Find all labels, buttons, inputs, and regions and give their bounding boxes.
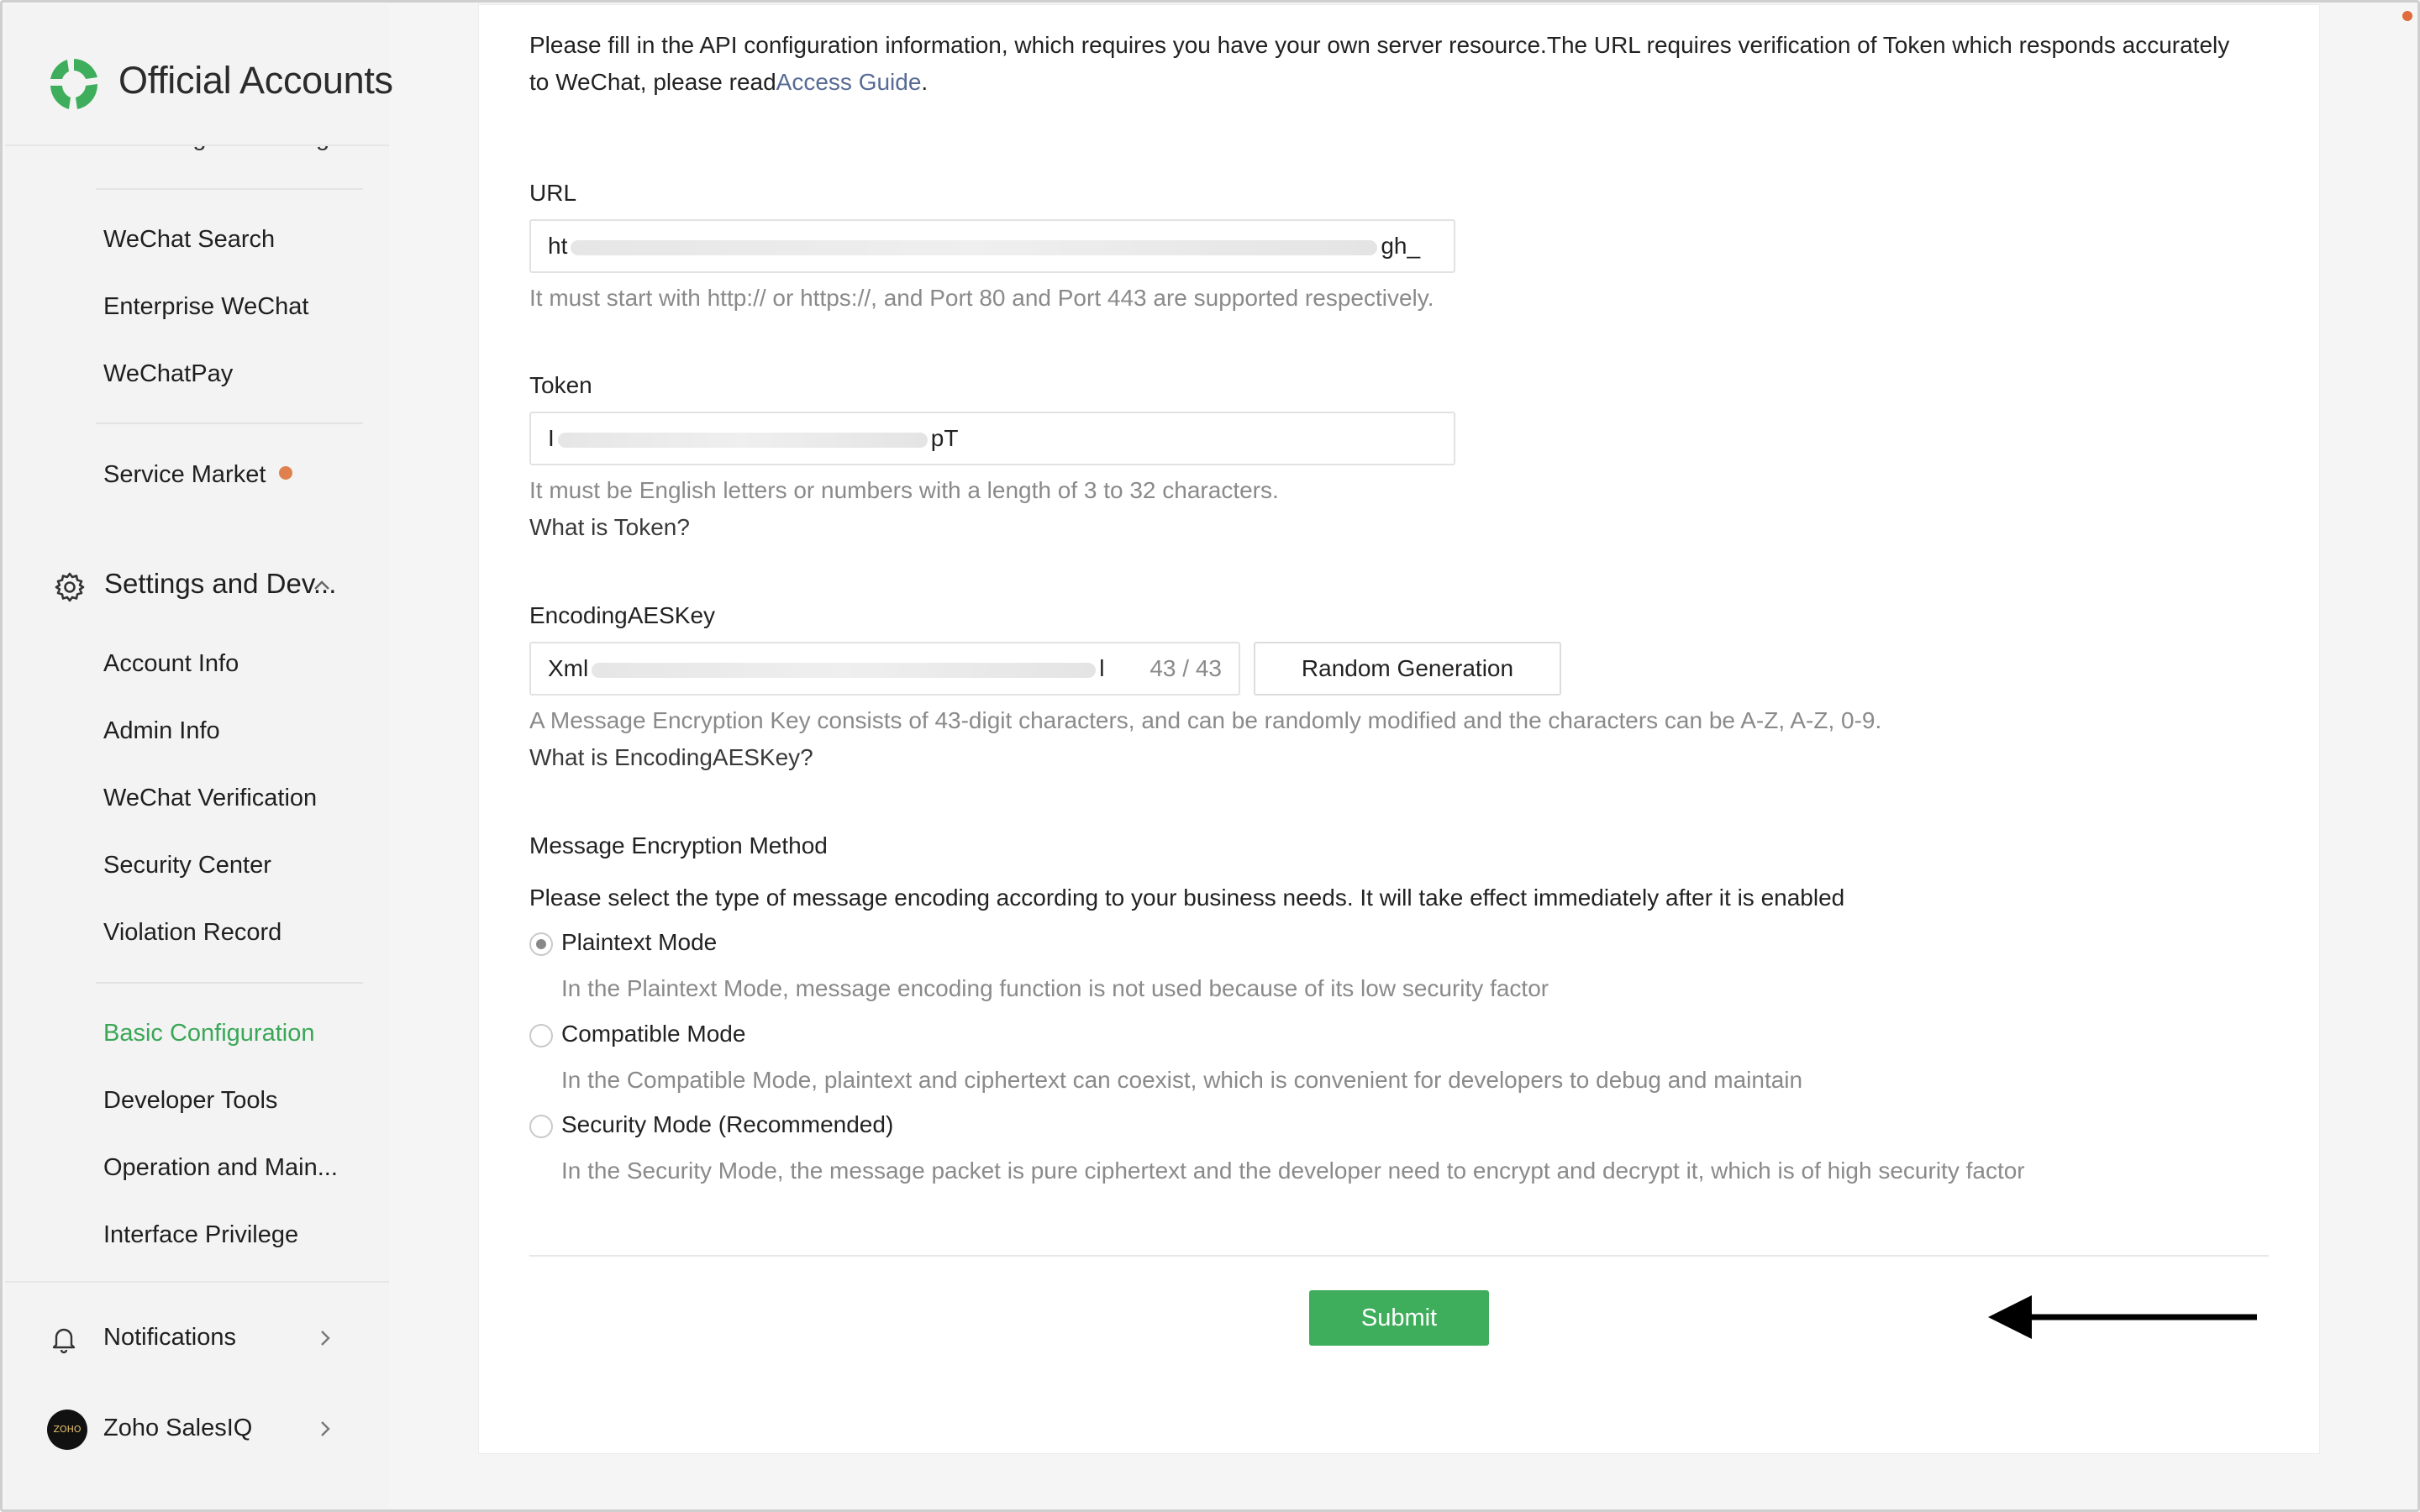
random-generation-button[interactable]: Random Generation (1254, 642, 1561, 696)
intro-end: . (921, 69, 929, 95)
token-label: Token (529, 372, 592, 398)
annotation-arrow-icon (1988, 1292, 2262, 1342)
sidebar-item-label: Service Market (103, 461, 266, 488)
aes-input[interactable] (529, 642, 1240, 696)
token-hint: It must be English letters or numbers with a length of 3 to 32 characters. (529, 477, 1279, 503)
config-card (479, 5, 2319, 1453)
sidebar-item-notifications[interactable] (47, 1315, 350, 1362)
sidebar-item-service-market[interactable] (103, 458, 292, 491)
url-value-end: gh_ (1381, 233, 1421, 259)
sidebar-item-account-info[interactable]: Account Info (103, 650, 239, 677)
redacted-value (592, 663, 1096, 678)
sidebar-item-enterprise-wechat[interactable]: Enterprise WeChat (103, 293, 309, 320)
aes-label: EncodingAESKey (529, 602, 716, 628)
sidebar-divider (96, 982, 363, 984)
bell-icon (47, 1322, 81, 1356)
radio-button[interactable] (529, 1115, 553, 1138)
brand-title: Official Accounts (118, 59, 393, 102)
gear-icon (54, 571, 86, 603)
plaintext-mode-desc: In the Plaintext Mode, message encoding function is not used because of its low security factor (561, 975, 1549, 1001)
aes-value-end: l (1099, 655, 1105, 681)
radio-label: Security Mode (Recommended) (561, 1111, 894, 1137)
sidebar-item-wechat-search[interactable]: WeChat Search (103, 226, 276, 253)
encryption-desc: Please select the type of message encoding according to your business needs. It will take effect immediately after it is enabled (529, 885, 1845, 911)
chevron-up-icon (311, 575, 333, 596)
sidebar-item-interface-privilege[interactable]: Interface Privilege (103, 1221, 299, 1248)
form-divider (529, 1255, 2269, 1257)
url-label: URL (529, 180, 577, 206)
brand-header (5, 5, 393, 146)
compatible-mode-desc: In the Compatible Mode, plaintext and ciphertext can coexist, which is convenient for developers to debug and maintain (561, 1067, 1803, 1093)
token-value-start: I (548, 425, 555, 451)
submit-button[interactable]: Submit (1309, 1290, 1489, 1346)
security-mode-desc: In the Security Mode, the message packet is pure ciphertext and the developer need to encrypt and decrypt it, which is of high security factor (561, 1158, 2025, 1184)
sidebar-item-wechatpay[interactable]: WeChatPay (103, 360, 234, 387)
radio-button-checked[interactable] (529, 932, 553, 956)
sidebar-item-account[interactable] (47, 1406, 350, 1453)
aes-value-start: Xml (548, 655, 589, 681)
encryption-title: Message Encryption Method (529, 832, 828, 858)
sidebar-item-wechat-verification[interactable]: WeChat Verification (103, 785, 318, 811)
sidebar-item-admin-info[interactable]: Admin Info (103, 717, 220, 744)
sidebar-divider (5, 1281, 389, 1283)
what-is-aeskey-link[interactable]: What is EncodingAESKey? (529, 744, 813, 770)
chevron-right-icon (314, 1327, 336, 1349)
redacted-value (558, 433, 928, 448)
radio-label: Compatible Mode (561, 1021, 746, 1047)
intro-text (529, 27, 2252, 101)
intro-body: Please fill in the API configuration information, which requires you have your own server resource.The URL requires verification of Token which responds accurately to WeChat, please read (529, 32, 2230, 95)
aes-hint: A Message Encryption Key consists of 43-digit characters, and can be randomly modified and the characters can be A-Z, A-Z, 0-9. (529, 707, 1882, 733)
sidebar-section-settings[interactable] (54, 566, 373, 606)
sidebar-section-label: Settings and Dev... (104, 568, 337, 599)
url-value-start: ht (548, 233, 568, 259)
chevron-right-icon (314, 1418, 336, 1440)
radio-button[interactable] (529, 1024, 553, 1047)
access-guide-link[interactable]: Access Guide (776, 69, 922, 95)
sidebar-divider (96, 188, 363, 190)
sidebar-divider (96, 423, 363, 424)
what-is-token-link[interactable]: What is Token? (529, 514, 690, 540)
sidebar-item-security-center[interactable]: Security Center (103, 852, 271, 879)
sidebar-item-label: Notifications (103, 1324, 236, 1351)
token-value-end: pT (930, 425, 959, 451)
aes-char-counter: 43 / 43 (1144, 643, 1222, 694)
radio-label: Plaintext Mode (561, 929, 718, 955)
sidebar-item-developer-tools[interactable]: Developer Tools (103, 1087, 278, 1114)
url-input[interactable] (529, 219, 1455, 273)
status-dot-icon (2402, 11, 2412, 21)
notification-dot-icon (279, 466, 292, 480)
avatar: ZOHO (47, 1410, 87, 1450)
token-input[interactable] (529, 412, 1455, 465)
sidebar-item-basic-configuration[interactable]: Basic Configuration (103, 1020, 315, 1047)
redacted-value (571, 240, 1377, 255)
url-hint: It must start with http:// or https://, and Port 80 and Port 443 are supported respectively. (529, 285, 1434, 311)
sidebar-item-operation-maintenance[interactable]: Operation and Main... (103, 1154, 338, 1181)
sidebar (5, 5, 393, 1512)
sidebar-item-violation-record[interactable]: Violation Record (103, 919, 282, 946)
wechat-logo-icon (44, 54, 104, 114)
account-name: Zoho SalesIQ (103, 1415, 253, 1441)
